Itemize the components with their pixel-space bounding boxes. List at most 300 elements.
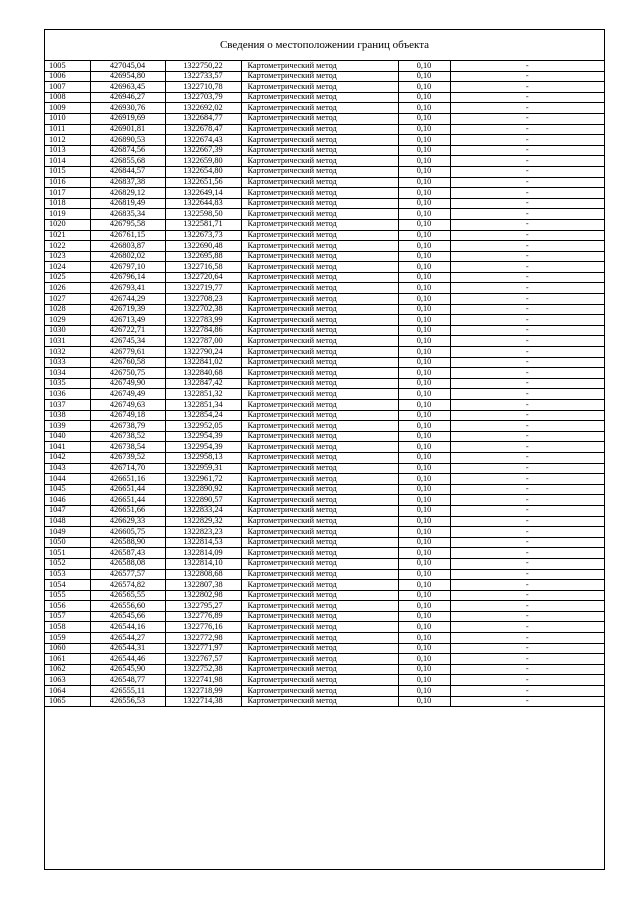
method-cell: Картометрический метод [241, 71, 398, 82]
point-number-cell: 1053 [45, 569, 90, 580]
y-coordinate-cell: 1322718,99 [165, 686, 241, 697]
accuracy-cell: 0,10 [398, 82, 450, 93]
description-cell: - [450, 442, 604, 453]
description-cell: - [450, 484, 604, 495]
point-number-cell: 1062 [45, 664, 90, 675]
description-cell: - [450, 516, 604, 527]
coordinates-table-body [45, 61, 604, 707]
description-cell: - [450, 315, 604, 326]
y-coordinate-cell: 1322598,50 [165, 209, 241, 220]
accuracy-cell: 0,10 [398, 421, 450, 432]
x-coordinate-cell: 427045,04 [90, 61, 165, 71]
method-cell: Картометрический метод [241, 177, 398, 188]
y-coordinate-cell: 1322833,24 [165, 505, 241, 516]
x-coordinate-cell: 426803,87 [90, 241, 165, 252]
x-coordinate-cell: 426963,45 [90, 82, 165, 93]
description-cell: - [450, 654, 604, 665]
point-number-cell: 1059 [45, 633, 90, 644]
description-cell: - [450, 241, 604, 252]
accuracy-cell: 0,10 [398, 166, 450, 177]
table-row [45, 209, 604, 220]
description-cell: - [450, 389, 604, 400]
method-cell: Картометрический метод [241, 378, 398, 389]
y-coordinate-cell: 1322814,53 [165, 537, 241, 548]
table-row [45, 241, 604, 252]
accuracy-cell: 0,10 [398, 633, 450, 644]
table-row [45, 188, 604, 199]
x-coordinate-cell: 426544,27 [90, 633, 165, 644]
method-cell: Картометрический метод [241, 294, 398, 305]
description-cell: - [450, 272, 604, 283]
description-cell: - [450, 410, 604, 421]
table-row [45, 569, 604, 580]
description-cell: - [450, 135, 604, 146]
x-coordinate-cell: 426855,68 [90, 156, 165, 167]
table-row [45, 643, 604, 654]
point-number-cell: 1054 [45, 580, 90, 591]
x-coordinate-cell: 426577,57 [90, 569, 165, 580]
description-cell: - [450, 304, 604, 315]
accuracy-cell: 0,10 [398, 251, 450, 262]
accuracy-cell: 0,10 [398, 357, 450, 368]
accuracy-cell: 0,10 [398, 495, 450, 506]
table-row [45, 558, 604, 569]
point-number-cell: 1064 [45, 686, 90, 697]
method-cell: Картометрический метод [241, 421, 398, 432]
description-cell: - [450, 198, 604, 209]
accuracy-cell: 0,10 [398, 686, 450, 697]
x-coordinate-cell: 426844,57 [90, 166, 165, 177]
method-cell: Картометрический метод [241, 251, 398, 262]
accuracy-cell: 0,10 [398, 516, 450, 527]
x-coordinate-cell: 426588,90 [90, 537, 165, 548]
description-cell: - [450, 251, 604, 262]
method-cell: Картометрический метод [241, 166, 398, 177]
accuracy-cell: 0,10 [398, 431, 450, 442]
table-row [45, 113, 604, 124]
method-cell: Картометрический метод [241, 156, 398, 167]
accuracy-cell: 0,10 [398, 230, 450, 241]
method-cell: Картометрический метод [241, 124, 398, 135]
y-coordinate-cell: 1322690,48 [165, 241, 241, 252]
table-row [45, 304, 604, 315]
method-cell: Картометрический метод [241, 590, 398, 601]
table-row [45, 611, 604, 622]
table-row [45, 315, 604, 326]
table-row [45, 484, 604, 495]
description-cell: - [450, 686, 604, 697]
description-cell: - [450, 569, 604, 580]
x-coordinate-cell: 426545,66 [90, 611, 165, 622]
y-coordinate-cell: 1322790,24 [165, 347, 241, 358]
y-coordinate-cell: 1322958,13 [165, 452, 241, 463]
description-cell: - [450, 664, 604, 675]
table-row [45, 156, 604, 167]
point-number-cell: 1031 [45, 336, 90, 347]
point-number-cell: 1044 [45, 474, 90, 485]
x-coordinate-cell: 426713,49 [90, 315, 165, 326]
table-row [45, 431, 604, 442]
y-coordinate-cell: 1322814,10 [165, 558, 241, 569]
accuracy-cell: 0,10 [398, 347, 450, 358]
y-coordinate-cell: 1322651,56 [165, 177, 241, 188]
x-coordinate-cell: 426556,53 [90, 696, 165, 707]
point-number-cell: 1047 [45, 505, 90, 516]
x-coordinate-cell: 426738,79 [90, 421, 165, 432]
description-cell: - [450, 283, 604, 294]
description-cell: - [450, 495, 604, 506]
y-coordinate-cell: 1322710,78 [165, 82, 241, 93]
method-cell: Картометрический метод [241, 304, 398, 315]
table-row [45, 82, 604, 93]
table-row [45, 516, 604, 527]
method-cell: Картометрический метод [241, 611, 398, 622]
description-cell: - [450, 696, 604, 707]
point-number-cell: 1051 [45, 548, 90, 559]
method-cell: Картометрический метод [241, 622, 398, 633]
x-coordinate-cell: 426719,39 [90, 304, 165, 315]
accuracy-cell: 0,10 [398, 325, 450, 336]
accuracy-cell: 0,10 [398, 378, 450, 389]
description-cell: - [450, 622, 604, 633]
method-cell: Картометрический метод [241, 696, 398, 707]
accuracy-cell: 0,10 [398, 272, 450, 283]
accuracy-cell: 0,10 [398, 71, 450, 82]
table-row [45, 590, 604, 601]
point-number-cell: 1015 [45, 166, 90, 177]
point-number-cell: 1011 [45, 124, 90, 135]
y-coordinate-cell: 1322823,23 [165, 527, 241, 538]
method-cell: Картометрический метод [241, 643, 398, 654]
y-coordinate-cell: 1322841,02 [165, 357, 241, 368]
point-number-cell: 1009 [45, 103, 90, 114]
accuracy-cell: 0,10 [398, 124, 450, 135]
description-cell: - [450, 92, 604, 103]
method-cell: Картометрический метод [241, 283, 398, 294]
y-coordinate-cell: 1322776,89 [165, 611, 241, 622]
description-cell: - [450, 431, 604, 442]
table-row [45, 347, 604, 358]
accuracy-cell: 0,10 [398, 590, 450, 601]
method-cell: Картометрический метод [241, 463, 398, 474]
table-row [45, 71, 604, 82]
y-coordinate-cell: 1322952,05 [165, 421, 241, 432]
table-row [45, 124, 604, 135]
accuracy-cell: 0,10 [398, 198, 450, 209]
accuracy-cell: 0,10 [398, 580, 450, 591]
table-row [45, 505, 604, 516]
accuracy-cell: 0,10 [398, 643, 450, 654]
x-coordinate-cell: 426749,63 [90, 400, 165, 411]
accuracy-cell: 0,10 [398, 558, 450, 569]
accuracy-cell: 0,10 [398, 368, 450, 379]
x-coordinate-cell: 426819,49 [90, 198, 165, 209]
method-cell: Картометрический метод [241, 474, 398, 485]
table-row [45, 400, 604, 411]
y-coordinate-cell: 1322702,38 [165, 304, 241, 315]
accuracy-cell: 0,10 [398, 664, 450, 675]
method-cell: Картометрический метод [241, 315, 398, 326]
y-coordinate-cell: 1322854,24 [165, 410, 241, 421]
accuracy-cell: 0,10 [398, 452, 450, 463]
description-cell: - [450, 61, 604, 71]
y-coordinate-cell: 1322649,14 [165, 188, 241, 199]
x-coordinate-cell: 426629,33 [90, 516, 165, 527]
point-number-cell: 1029 [45, 315, 90, 326]
accuracy-cell: 0,10 [398, 113, 450, 124]
accuracy-cell: 0,10 [398, 474, 450, 485]
x-coordinate-cell: 426587,43 [90, 548, 165, 559]
accuracy-cell: 0,10 [398, 61, 450, 71]
point-number-cell: 1006 [45, 71, 90, 82]
point-number-cell: 1014 [45, 156, 90, 167]
point-number-cell: 1025 [45, 272, 90, 283]
x-coordinate-cell: 426749,49 [90, 389, 165, 400]
point-number-cell: 1019 [45, 209, 90, 220]
y-coordinate-cell: 1322674,43 [165, 135, 241, 146]
point-number-cell: 1042 [45, 452, 90, 463]
table-row [45, 421, 604, 432]
y-coordinate-cell: 1322808,68 [165, 569, 241, 580]
point-number-cell: 1012 [45, 135, 90, 146]
table-row [45, 686, 604, 697]
point-number-cell: 1060 [45, 643, 90, 654]
accuracy-cell: 0,10 [398, 219, 450, 230]
table-row [45, 601, 604, 612]
table-row [45, 230, 604, 241]
method-cell: Картометрический метод [241, 103, 398, 114]
accuracy-cell: 0,10 [398, 569, 450, 580]
description-cell: - [450, 378, 604, 389]
y-coordinate-cell: 1322847,42 [165, 378, 241, 389]
y-coordinate-cell: 1322692,02 [165, 103, 241, 114]
accuracy-cell: 0,10 [398, 209, 450, 220]
table-row [45, 272, 604, 283]
point-number-cell: 1034 [45, 368, 90, 379]
point-number-cell: 1048 [45, 516, 90, 527]
point-number-cell: 1050 [45, 537, 90, 548]
x-coordinate-cell: 426651,44 [90, 495, 165, 506]
x-coordinate-cell: 426722,71 [90, 325, 165, 336]
point-number-cell: 1041 [45, 442, 90, 453]
x-coordinate-cell: 426954,80 [90, 71, 165, 82]
accuracy-cell: 0,10 [398, 294, 450, 305]
point-number-cell: 1057 [45, 611, 90, 622]
point-number-cell: 1016 [45, 177, 90, 188]
y-coordinate-cell: 1322851,34 [165, 400, 241, 411]
description-cell: - [450, 336, 604, 347]
table-row [45, 103, 604, 114]
description-cell: - [450, 230, 604, 241]
x-coordinate-cell: 426745,34 [90, 336, 165, 347]
description-cell: - [450, 209, 604, 220]
x-coordinate-cell: 426548,77 [90, 675, 165, 686]
description-cell: - [450, 294, 604, 305]
point-number-cell: 1013 [45, 145, 90, 156]
y-coordinate-cell: 1322659,80 [165, 156, 241, 167]
x-coordinate-cell: 426749,90 [90, 378, 165, 389]
description-cell: - [450, 548, 604, 559]
description-cell: - [450, 611, 604, 622]
x-coordinate-cell: 426651,66 [90, 505, 165, 516]
point-number-cell: 1022 [45, 241, 90, 252]
description-cell: - [450, 527, 604, 538]
point-number-cell: 1020 [45, 219, 90, 230]
table-title: Сведения о местоположении границ объекта [45, 30, 604, 61]
y-coordinate-cell: 1322719,77 [165, 283, 241, 294]
method-cell: Картометрический метод [241, 527, 398, 538]
y-coordinate-cell: 1322802,98 [165, 590, 241, 601]
point-number-cell: 1018 [45, 198, 90, 209]
table-row [45, 145, 604, 156]
accuracy-cell: 0,10 [398, 527, 450, 538]
coordinates-table [45, 61, 604, 707]
y-coordinate-cell: 1322840,68 [165, 368, 241, 379]
description-cell: - [450, 71, 604, 82]
description-cell: - [450, 219, 604, 230]
method-cell: Картометрический метод [241, 262, 398, 273]
method-cell: Картометрический метод [241, 92, 398, 103]
table-row [45, 452, 604, 463]
description-cell: - [450, 675, 604, 686]
description-cell: - [450, 590, 604, 601]
table-row [45, 474, 604, 485]
y-coordinate-cell: 1322807,38 [165, 580, 241, 591]
y-coordinate-cell: 1322733,57 [165, 71, 241, 82]
description-cell: - [450, 166, 604, 177]
point-number-cell: 1049 [45, 527, 90, 538]
point-number-cell: 1028 [45, 304, 90, 315]
table-row [45, 336, 604, 347]
description-cell: - [450, 421, 604, 432]
x-coordinate-cell: 426738,54 [90, 442, 165, 453]
method-cell: Картометрический метод [241, 633, 398, 644]
description-cell: - [450, 103, 604, 114]
accuracy-cell: 0,10 [398, 283, 450, 294]
y-coordinate-cell: 1322851,32 [165, 389, 241, 400]
description-cell: - [450, 347, 604, 358]
x-coordinate-cell: 426555,11 [90, 686, 165, 697]
accuracy-cell: 0,10 [398, 463, 450, 474]
y-coordinate-cell: 1322772,98 [165, 633, 241, 644]
method-cell: Картометрический метод [241, 241, 398, 252]
table-row [45, 389, 604, 400]
method-cell: Картометрический метод [241, 601, 398, 612]
y-coordinate-cell: 1322890,92 [165, 484, 241, 495]
method-cell: Картометрический метод [241, 219, 398, 230]
y-coordinate-cell: 1322784,86 [165, 325, 241, 336]
accuracy-cell: 0,10 [398, 505, 450, 516]
table-row [45, 166, 604, 177]
y-coordinate-cell: 1322771,97 [165, 643, 241, 654]
table-row [45, 442, 604, 453]
accuracy-cell: 0,10 [398, 315, 450, 326]
x-coordinate-cell: 426919,69 [90, 113, 165, 124]
y-coordinate-cell: 1322776,16 [165, 622, 241, 633]
y-coordinate-cell: 1322673,73 [165, 230, 241, 241]
method-cell: Картометрический метод [241, 368, 398, 379]
description-cell: - [450, 124, 604, 135]
description-cell: - [450, 505, 604, 516]
method-cell: Картометрический метод [241, 389, 398, 400]
description-cell: - [450, 177, 604, 188]
method-cell: Картометрический метод [241, 654, 398, 665]
boundary-table-frame [44, 29, 605, 870]
y-coordinate-cell: 1322708,23 [165, 294, 241, 305]
point-number-cell: 1037 [45, 400, 90, 411]
accuracy-cell: 0,10 [398, 696, 450, 707]
method-cell: Картометрический метод [241, 82, 398, 93]
x-coordinate-cell: 426930,76 [90, 103, 165, 114]
description-cell: - [450, 325, 604, 336]
method-cell: Картометрический метод [241, 347, 398, 358]
x-coordinate-cell: 426565,55 [90, 590, 165, 601]
description-cell: - [450, 558, 604, 569]
method-cell: Картометрический метод [241, 336, 398, 347]
table-row [45, 135, 604, 146]
x-coordinate-cell: 426749,18 [90, 410, 165, 421]
accuracy-cell: 0,10 [398, 92, 450, 103]
point-number-cell: 1045 [45, 484, 90, 495]
x-coordinate-cell: 426835,34 [90, 209, 165, 220]
x-coordinate-cell: 426556,60 [90, 601, 165, 612]
description-cell: - [450, 368, 604, 379]
accuracy-cell: 0,10 [398, 622, 450, 633]
x-coordinate-cell: 426829,12 [90, 188, 165, 199]
method-cell: Картометрический метод [241, 537, 398, 548]
method-cell: Картометрический метод [241, 569, 398, 580]
table-row [45, 177, 604, 188]
x-coordinate-cell: 426761,15 [90, 230, 165, 241]
y-coordinate-cell: 1322787,00 [165, 336, 241, 347]
accuracy-cell: 0,10 [398, 389, 450, 400]
description-cell: - [450, 357, 604, 368]
method-cell: Картометрический метод [241, 61, 398, 71]
method-cell: Картометрический метод [241, 686, 398, 697]
y-coordinate-cell: 1322654,80 [165, 166, 241, 177]
description-cell: - [450, 643, 604, 654]
table-row [45, 262, 604, 273]
accuracy-cell: 0,10 [398, 336, 450, 347]
y-coordinate-cell: 1322667,39 [165, 145, 241, 156]
x-coordinate-cell: 426739,52 [90, 452, 165, 463]
table-row [45, 527, 604, 538]
point-number-cell: 1063 [45, 675, 90, 686]
x-coordinate-cell: 426545,90 [90, 664, 165, 675]
accuracy-cell: 0,10 [398, 135, 450, 146]
x-coordinate-cell: 426651,44 [90, 484, 165, 495]
description-cell: - [450, 580, 604, 591]
table-row [45, 294, 604, 305]
description-cell: - [450, 262, 604, 273]
point-number-cell: 1008 [45, 92, 90, 103]
x-coordinate-cell: 426890,53 [90, 135, 165, 146]
accuracy-cell: 0,10 [398, 177, 450, 188]
point-number-cell: 1007 [45, 82, 90, 93]
table-row [45, 219, 604, 230]
y-coordinate-cell: 1322795,27 [165, 601, 241, 612]
point-number-cell: 1005 [45, 61, 90, 71]
x-coordinate-cell: 426544,31 [90, 643, 165, 654]
point-number-cell: 1032 [45, 347, 90, 358]
x-coordinate-cell: 426605,75 [90, 527, 165, 538]
point-number-cell: 1058 [45, 622, 90, 633]
accuracy-cell: 0,10 [398, 145, 450, 156]
accuracy-cell: 0,10 [398, 537, 450, 548]
point-number-cell: 1023 [45, 251, 90, 262]
x-coordinate-cell: 426797,10 [90, 262, 165, 273]
x-coordinate-cell: 426574,82 [90, 580, 165, 591]
